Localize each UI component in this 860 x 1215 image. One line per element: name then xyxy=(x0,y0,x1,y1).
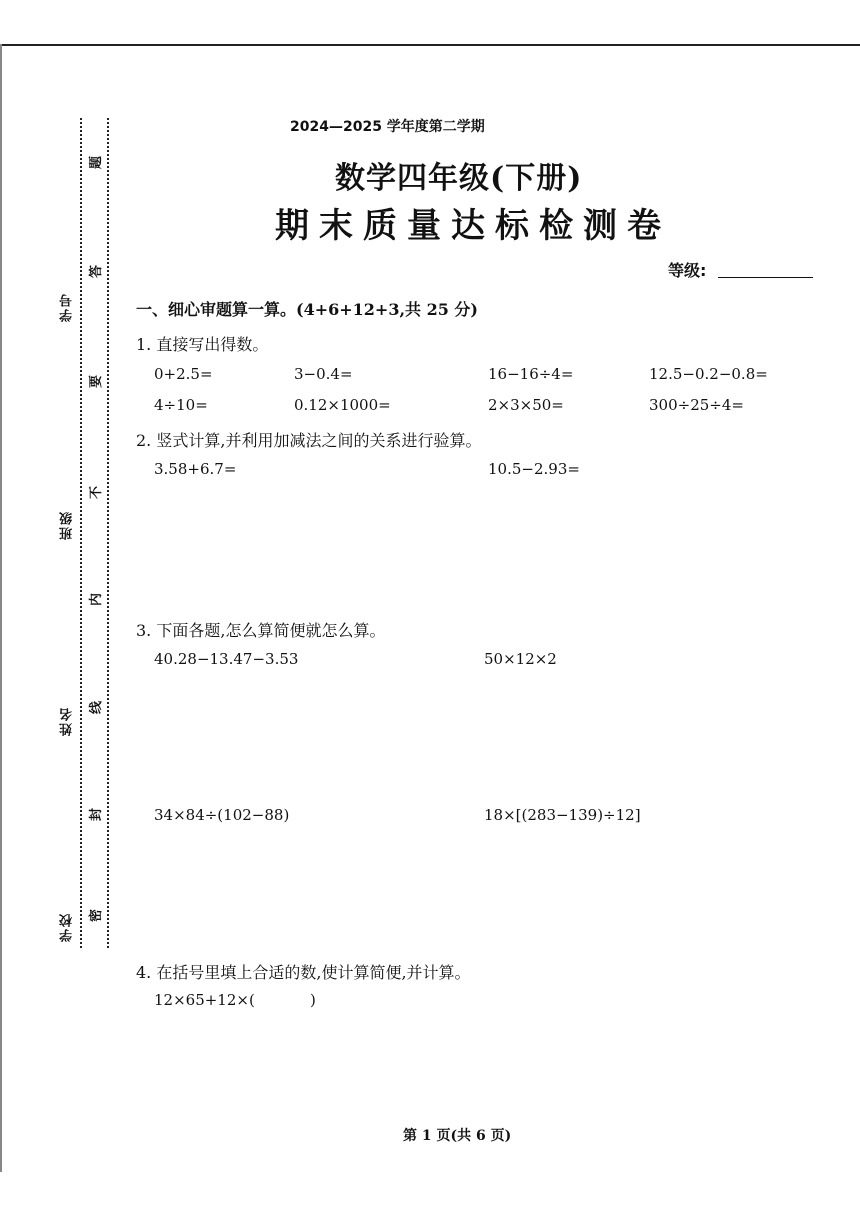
title-subject: 数学四年级(下册) xyxy=(335,161,583,196)
problem: 40.28−13.47−3.53 xyxy=(154,650,299,668)
problem-right-paren: ) xyxy=(310,991,316,1009)
field-school: 学校 xyxy=(60,912,75,942)
seal-char: 不 xyxy=(89,485,105,500)
question-4-label: 4. 在括号里填上合适的数,使计算简便,并计算。 xyxy=(136,963,471,982)
question-2-label: 2. 竖式计算,并利用加减法之间的关系进行验算。 xyxy=(136,431,482,450)
problem: 12.5−0.2−0.8= xyxy=(649,365,768,383)
problem: 2×3×50= xyxy=(488,396,564,414)
problem: 3−0.4= xyxy=(294,365,353,383)
problem: 0.12×1000= xyxy=(294,396,391,414)
grade-label: 等级: xyxy=(668,261,707,280)
field-student-id: 学号 xyxy=(60,292,75,322)
school-year: 2024—2025 学年度第二学期 xyxy=(290,119,485,135)
seal-char: 封 xyxy=(89,807,105,822)
problem: 4÷10= xyxy=(154,396,208,414)
problem: 300÷25÷4= xyxy=(649,396,744,414)
section-heading: 一、细心审题算一算。(4+6+12+3,共 25 分) xyxy=(136,300,479,319)
seal-char: 内 xyxy=(89,592,105,607)
left-border xyxy=(0,44,2,1172)
binding-dotted-line-left xyxy=(80,118,82,948)
top-border xyxy=(0,0,860,46)
seal-char: 题 xyxy=(89,155,105,170)
problem: 3.58+6.7= xyxy=(154,460,237,478)
question-3-label: 3. 下面各题,怎么算简便就怎么算。 xyxy=(136,621,386,640)
page-number: 第 1 页(共 6 页) xyxy=(403,1128,512,1144)
seal-char: 答 xyxy=(89,264,105,279)
seal-char: 要 xyxy=(89,374,105,389)
question-1-label: 1. 直接写出得数。 xyxy=(136,335,269,354)
seal-char: 线 xyxy=(89,700,105,715)
problem: 50×12×2 xyxy=(484,650,557,668)
grade-blank[interactable] xyxy=(718,277,813,278)
problem: 10.5−2.93= xyxy=(488,460,580,478)
binding-dotted-line-right xyxy=(107,118,109,948)
field-class: 班级 xyxy=(60,510,75,540)
problem: 34×84÷(102−88) xyxy=(154,806,290,824)
title-exam: 期末质量达标检测卷 xyxy=(275,206,671,246)
page-bottom xyxy=(0,1172,860,1215)
problem: 16−16÷4= xyxy=(488,365,574,383)
problem-left: 12×65+12×( xyxy=(154,991,255,1009)
field-name: 姓名 xyxy=(60,706,75,736)
seal-char: 密 xyxy=(89,908,105,923)
problem: 18×[(283−139)÷12] xyxy=(484,806,641,824)
problem: 0+2.5= xyxy=(154,365,213,383)
